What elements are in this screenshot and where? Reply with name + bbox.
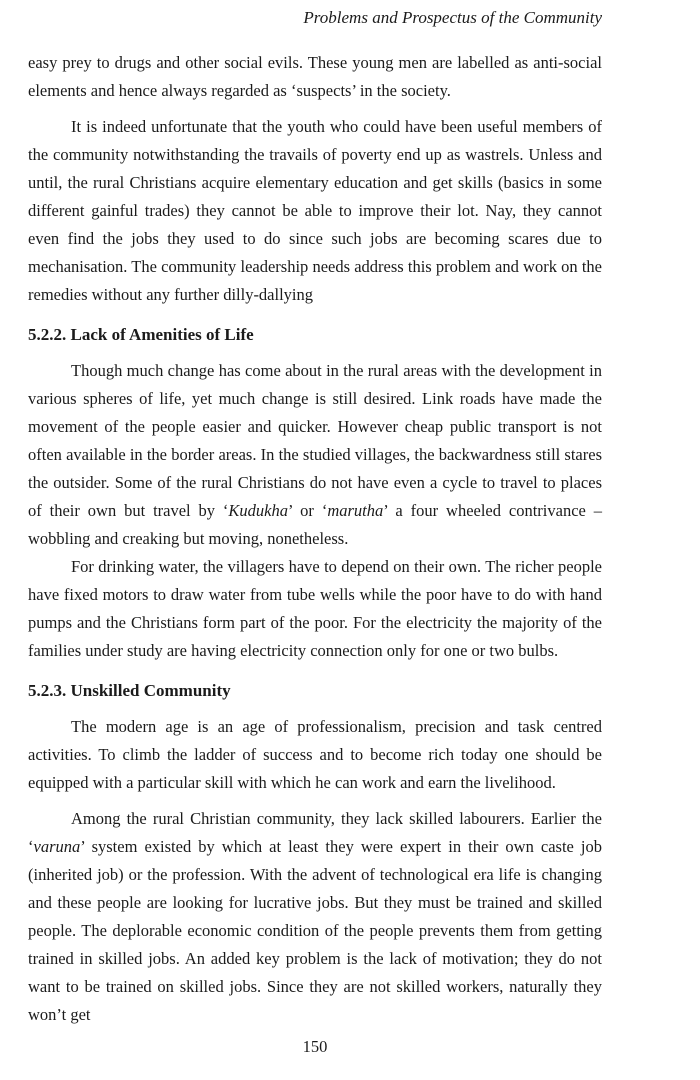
paragraph-continuation: easy prey to drugs and other social evils. These young men are labelled as anti-social elements and hence always regarded as ‘suspects’ in the society. <box>28 53 602 100</box>
running-header: Problems and Prospectus of the Community <box>303 8 602 27</box>
text-segment: Among the rural Christian community, they lack skilled labourers. Earlier the ‘ <box>28 809 602 856</box>
section-heading-5-2-3: 5.2.3. Unskilled Community <box>28 681 231 700</box>
italic-term: marutha <box>327 501 384 520</box>
section-heading-5-2-2: 5.2.2. Lack of Amenities of Life <box>28 325 254 344</box>
text-segment: ’ a four wheeled contrivance – wobbling and creaking but moving, nonetheless. <box>28 501 602 548</box>
paragraph: It is indeed unfortunate that the youth who could have been useful members of the community notwithstanding the travails of poverty end up as wastrels. Unless and until, the rural Christians acquire elementary education and get skills (basics in some different gainful trades) they cannot be able to improve their lot. Nay, they cannot even find the jobs they used to do since such jobs are becoming scares due to mechanisation. The community leadership needs address this problem and work on the remedies without any further dilly-dallying <box>28 117 602 304</box>
text-segment: ’ or ‘ <box>288 501 328 520</box>
text-segment: Though much change has come about in the rural areas with the development in various spheres of life, yet much change is still desired. Link roads have made the movement of the people easier and quicker. However cheap public transport is not often available in the border areas. In the studied villages, the backwardness still stares the outsider. Some of the rural Christians do not have even a cycle to travel to places of their own but travel by ‘ <box>28 361 602 520</box>
paragraph: The modern age is an age of professionalism, precision and task centred activities. To climb the ladder of success and to become rich today one should be equipped with a particular skill with which he can work and earn the livelihood. <box>28 717 602 792</box>
paragraph <box>28 357 602 553</box>
page-number: 150 <box>302 1037 328 1056</box>
italic-term: varuna <box>33 837 81 856</box>
italic-term: Kudukha <box>228 501 289 520</box>
text-segment: ’ system existed by which at least they were expert in their own caste job (inherited job) or the profession. With the advent of technological era life is changing and these people are looking for lucrative jobs. But they must be trained and skilled people. The deplorable economic condition of the people prevents them from getting trained in skilled jobs. An added key problem is the lack of motivation; they do not want to be trained on skilled jobs. Since they are not skilled workers, naturally they won’t get <box>28 837 602 1024</box>
page-content <box>28 49 602 1061</box>
paragraph: For drinking water, the villagers have to depend on their own. The richer people have fixed motors to draw water from tube wells while the poor have to do with hand pumps and the Christians form part of the poor. For the electricity the majority of the families under study are having electricity connection only for one or two bulbs. <box>28 557 602 660</box>
paragraph <box>28 805 602 1029</box>
